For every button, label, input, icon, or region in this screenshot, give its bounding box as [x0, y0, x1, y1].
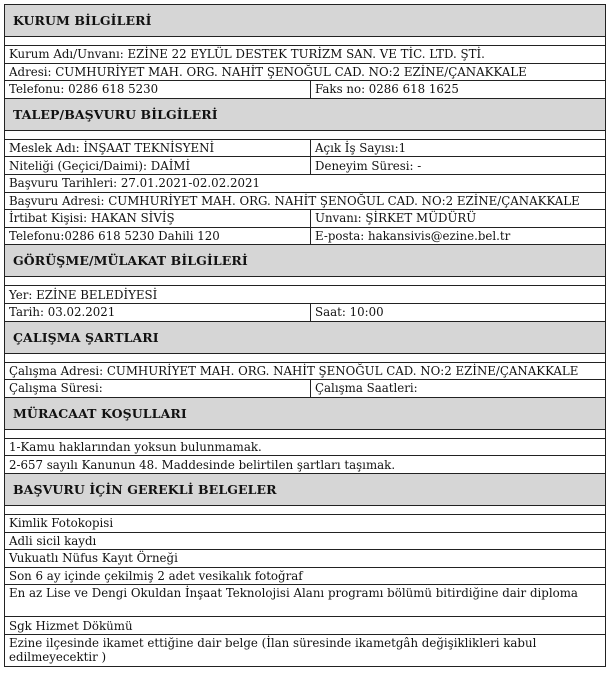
table-row — [5, 304, 605, 322]
muracaat-kosulu: 2-657 sayılı Kanunun 48. Maddesinde belirtilen şartları taşımak. — [9, 457, 396, 472]
gorusme-tarih: Tarih: 03.02.2021 — [5, 304, 311, 321]
kurum-telefon: Telefonu: 0286 618 5230 — [5, 81, 311, 98]
section-header-talep: TALEP/BAŞVURU BİLGİLERİ — [5, 99, 605, 131]
table-row — [5, 81, 605, 99]
section-header-kurum: KURUM BİLGİLERİ — [5, 5, 605, 37]
basvuru-tarihleri: Başvuru Tarihleri: 27.01.2021-02.02.2021 — [9, 176, 260, 191]
section-spacer — [5, 131, 605, 140]
eposta: E-posta: hakansivis@ezine.bel.tr — [315, 229, 511, 244]
section-spacer — [5, 37, 605, 46]
section-header-belgeler: BAŞVURU İÇİN GEREKLİ BELGELER — [5, 474, 605, 506]
calisma-saatleri: Çalışma Saatleri: — [315, 381, 418, 396]
niteligi: Niteliği (Geçici/Daimi): DAİMİ — [5, 157, 311, 174]
section-header-gorusme: GÖRÜŞME/MÜLAKAT BİLGİLERİ — [5, 245, 605, 277]
belge-item: En az Lise ve Dengi Okuldan İnşaat Teknolojisi Alanı programı bölümü bitirdiğine dair diploma — [9, 586, 578, 601]
belge-item: Sgk Hizmet Dökümü — [9, 618, 133, 633]
belge-item: Vukuatlı Nüfus Kayıt Örneği — [9, 551, 178, 566]
table-row — [5, 46, 605, 64]
acik-is-sayisi: Açık İş Sayısı:1 — [315, 141, 407, 156]
basvuru-adresi: Başvuru Adresi: CUMHURİYET MAH. ORG. NAHİT ŞENOĞUL CAD. NO:2 EZİNE/ÇANAKKALE — [9, 193, 580, 208]
muracaat-kosulu: 1-Kamu haklarından yoksun bulunmamak. — [9, 440, 262, 455]
irtibat-kisisi: İrtibat Kişisi: HAKAN SİVİŞ — [5, 210, 311, 227]
table-row — [5, 193, 605, 211]
belge-item: Kimlik Fotokopisi — [9, 516, 114, 531]
table-row — [5, 286, 605, 304]
kurum-adi: Kurum Adı/Unvanı: EZİNE 22 EYLÜL DESTEK TURİZM SAN. VE TİC. LTD. ŞTİ. — [9, 47, 485, 62]
unvan: Unvanı: ŞİRKET MÜDÜRÜ — [315, 211, 477, 226]
belge-item: Son 6 ay içinde çekilmiş 2 adet vesikalık fotoğraf — [9, 568, 303, 583]
list-item — [5, 617, 605, 635]
section-header-calisma: ÇALIŞMA ŞARTLARI — [5, 322, 605, 354]
talep-telefon: Telefonu:0286 618 5230 Dahili 120 — [5, 228, 311, 245]
list-item — [5, 585, 605, 617]
gorusme-saat: Saat: 10:00 — [315, 305, 384, 320]
table-row — [5, 157, 605, 175]
table-row — [5, 140, 605, 158]
list-item — [5, 456, 605, 474]
table-row — [5, 380, 605, 398]
deneyim-suresi: Deneyim Süresi: - — [315, 158, 422, 173]
document-form — [4, 4, 606, 667]
section-spacer — [5, 430, 605, 439]
list-item — [5, 515, 605, 533]
table-row — [5, 175, 605, 193]
belge-item: Adli sicil kaydı — [9, 533, 97, 548]
table-row — [5, 210, 605, 228]
table-row — [5, 363, 605, 381]
table-row — [5, 228, 605, 246]
section-spacer — [5, 277, 605, 286]
list-item — [5, 533, 605, 551]
list-item — [5, 568, 605, 586]
kurum-adres: Adresi: CUMHURİYET MAH. ORG. NAHİT ŞENOĞUL CAD. NO:2 EZİNE/ÇANAKKALE — [9, 64, 527, 79]
calisma-suresi: Çalışma Süresi: — [5, 380, 311, 397]
section-spacer — [5, 506, 605, 515]
meslek-adi: Meslek Adı: İNŞAAT TEKNİSYENİ — [5, 140, 311, 157]
table-row — [5, 64, 605, 82]
list-item — [5, 550, 605, 568]
section-spacer — [5, 354, 605, 363]
gorusme-yer: Yer: EZİNE BELEDİYESİ — [9, 287, 158, 302]
list-item — [5, 635, 605, 667]
kurum-faks: Faks no: 0286 618 1625 — [315, 82, 459, 97]
list-item — [5, 439, 605, 457]
belge-item: Ezine ilçesinde ikamet ettiğine dair belge (İlan süresinde ikametgâh değişiklikleri kabul edilmeyecektir ) — [9, 635, 537, 665]
section-header-muracaat: MÜRACAAT KOŞULLARI — [5, 398, 605, 430]
calisma-adresi: Çalışma Adresi: CUMHURİYET MAH. ORG. NAHİT ŞENOĞUL CAD. NO:2 EZİNE/ÇANAKKALE — [9, 363, 579, 378]
